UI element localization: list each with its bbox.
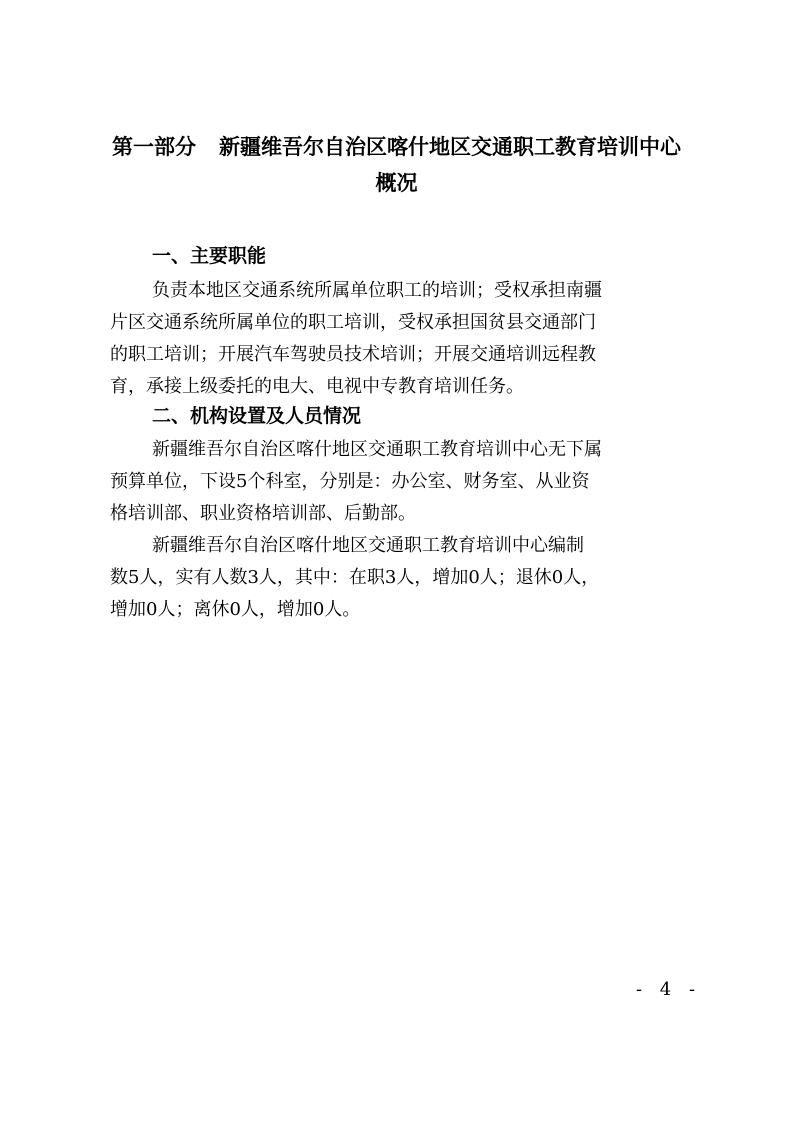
paragraph-line: 新疆维吾尔自治区喀什地区交通职工教育培训中心编制 [152, 535, 584, 556]
section-heading-main-functions: 一、主要职能 [152, 245, 267, 267]
paragraph-line: 片区交通系统所属单位的职工培训，受权承担国贫县交通部门 [110, 312, 596, 333]
paragraph-main-functions [110, 275, 602, 403]
paragraph-staff-numbers [110, 530, 599, 626]
paragraph-line: 新疆维吾尔自治区喀什地区交通职工教育培训中心无下属 [152, 439, 602, 460]
section-heading-organization-staff: 二、机构设置及人员情况 [152, 405, 362, 427]
paragraph-organization-structure [110, 434, 602, 530]
paragraph-line: 格培训部、职业资格培训部、后勤部。 [110, 503, 416, 524]
title-suffix: 概况 [375, 171, 418, 195]
paragraph-line: 数5人，实有人数3人，其中：在职3人，增加0人；退休0人， [110, 567, 600, 588]
title-line-1 [105, 129, 688, 165]
paragraph-line: 的职工培训；开展汽车驾驶员技术培训；开展交通培训远程教 [110, 344, 596, 365]
title-organization-name: 新疆维吾尔自治区喀什地区交通职工教育培训中心 [219, 135, 681, 159]
page-title [105, 129, 688, 201]
page-number: - 4 - [636, 979, 702, 1000]
paragraph-line: 预算单位，下设5个科室，分别是：办公室、财务室、从业资 [110, 471, 590, 492]
title-part-label: 第一部分 [112, 135, 196, 159]
paragraph-line: 育，承接上级委托的电大、电视中专教育培训任务。 [110, 376, 524, 397]
paragraph-line: 增加0人；离休0人，增加0人。 [110, 599, 361, 620]
paragraph-line: 负责本地区交通系统所属单位职工的培训；受权承担南疆 [152, 280, 602, 301]
